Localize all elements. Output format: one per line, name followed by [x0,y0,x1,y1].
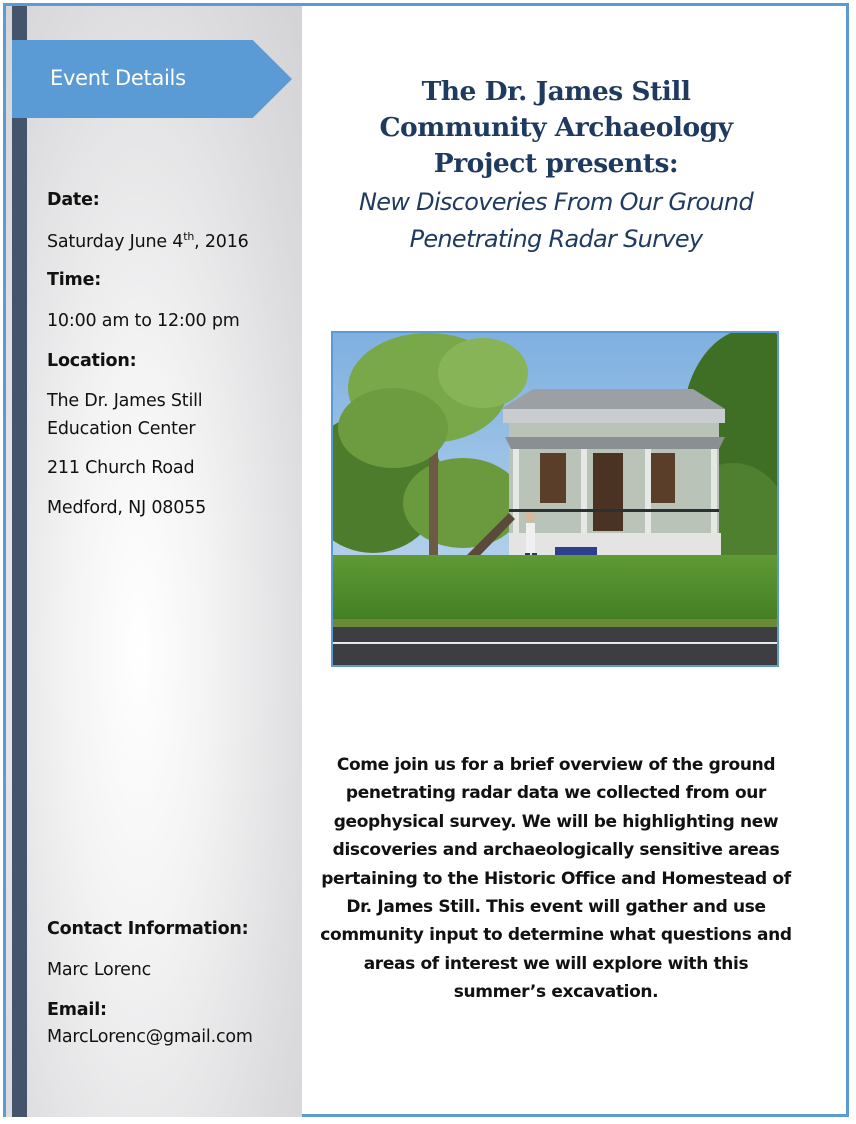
contact-name: Marc Lorenc [47,960,152,980]
banner-label: Event Details [50,66,186,90]
contact-label: Contact Information: [47,919,249,939]
date-value [47,230,249,252]
description-line: Dr. James Still. This event will gather and use [346,897,766,918]
email-value: MarcLorenc@gmail.com [47,1027,253,1047]
description-line: community input to determine what questions and [320,925,792,946]
sidebar-panel [6,6,302,1117]
title-line-2: Community Archaeology [379,112,733,143]
title-line-1: The Dr. James Still [421,76,691,107]
date-label: Date: [47,190,100,210]
subtitle-line-1: New Discoveries From Our Ground [359,188,753,216]
time-value: 10:00 am to 12:00 pm [47,311,240,331]
location-line-1: The Dr. James Still [47,391,203,411]
description-line: pertaining to the Historic Office and Homestead of [321,868,791,889]
description-line: Come join us for a brief overview of the ground [336,755,776,775]
event-description [318,751,794,1007]
location-line-3: 211 Church Road [47,458,195,478]
description-line: geophysical survey. We will be highlighting new [333,811,779,832]
time-label: Time: [47,270,102,290]
description-line: summer’s excavation. [453,982,659,1003]
sidebar-stripe [12,6,27,1117]
event-title [330,74,782,182]
date-ordinal: th [183,230,195,243]
email-label: Email: [47,1000,107,1020]
house-photo [331,331,779,667]
location-line-2: Education Center [47,419,196,439]
location-label: Location: [47,351,137,371]
description-line: discoveries and archaeologically sensitive areas [332,840,780,861]
description-line: penetrating radar data we collected from our [345,783,767,804]
title-line-3: Project presents: [433,148,679,179]
location-line-4: Medford, NJ 08055 [47,498,207,518]
event-subtitle [330,184,782,258]
date-prefix: Saturday June 4 [47,231,184,252]
subtitle-line-2: Penetrating Radar Survey [409,225,703,253]
description-line: areas of interest we will explore with this [363,953,749,974]
date-year: , 2016 [194,231,249,252]
